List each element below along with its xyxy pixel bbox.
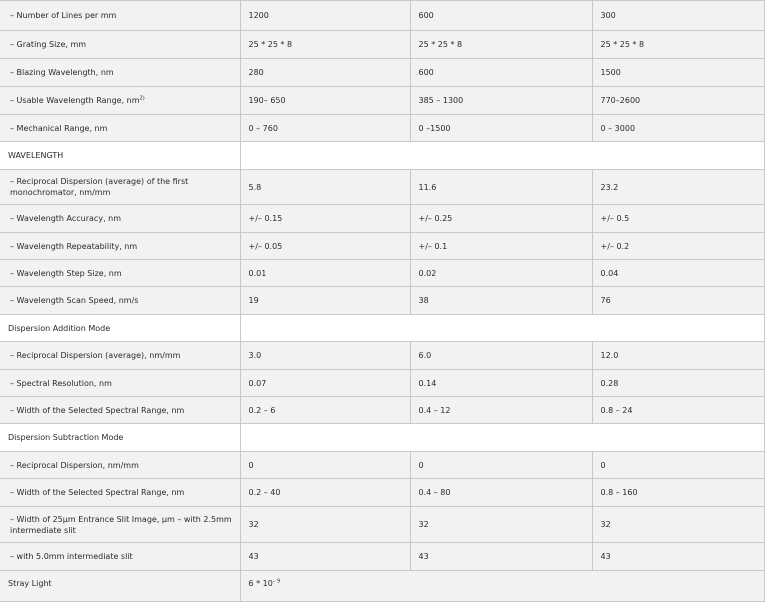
table-row	[0, 370, 764, 397]
parameter-label: – Width of 25µm Entrance Slit Image, µm – with 2.5mm intermediate slit	[0, 507, 240, 543]
value-cell: 0.01	[240, 260, 410, 287]
table-row	[0, 507, 764, 543]
value-cell: 0 – 760	[240, 115, 410, 142]
table-row	[0, 115, 764, 142]
table-row	[0, 1, 764, 31]
value-cell: 0	[410, 452, 592, 479]
value-cell: 5.8	[240, 170, 410, 205]
section-heading: WAVELENGTH	[0, 142, 240, 170]
stray-light-value: 6 * 10	[248, 579, 273, 588]
parameter-label: – Wavelength Scan Speed, nm/s	[0, 287, 240, 315]
value-cell: +/– 0.1	[410, 233, 592, 260]
value-cell	[240, 571, 764, 602]
section-row	[0, 424, 764, 452]
section-row	[0, 142, 764, 170]
table-row	[0, 287, 764, 315]
parameter-label: – Width of the Selected Spectral Range, nm	[0, 479, 240, 507]
parameter-label: Stray Light	[0, 571, 240, 602]
table-row	[0, 479, 764, 507]
section-empty-cell	[240, 315, 764, 342]
value-cell: +/– 0.2	[592, 233, 764, 260]
value-cell: 6.0	[410, 342, 592, 370]
value-cell: 0.4 – 12	[410, 397, 592, 424]
value-cell: 0	[240, 452, 410, 479]
table-row	[0, 170, 764, 205]
value-cell: +/– 0.25	[410, 205, 592, 233]
value-cell: 38	[410, 287, 592, 315]
value-cell: 0 –1500	[410, 115, 592, 142]
value-cell: 0.04	[592, 260, 764, 287]
value-cell: 0.07	[240, 370, 410, 397]
value-cell: 43	[240, 543, 410, 571]
value-cell: 76	[592, 287, 764, 315]
table-row	[0, 452, 764, 479]
value-cell: 12.0	[592, 342, 764, 370]
parameter-label: – Wavelength Repeatability, nm	[0, 233, 240, 260]
value-cell: 0.28	[592, 370, 764, 397]
stray-light-exponent: – 9	[272, 578, 281, 585]
value-cell: 385 – 1300	[410, 87, 592, 115]
value-cell: 0	[592, 452, 764, 479]
section-row	[0, 315, 764, 342]
parameter-label: – Blazing Wavelength, nm	[0, 59, 240, 87]
value-cell: 280	[240, 59, 410, 87]
parameter-label: – with 5.0mm intermediate slit	[0, 543, 240, 571]
table-row	[0, 59, 764, 87]
value-cell: 600	[410, 59, 592, 87]
value-cell: 43	[592, 543, 764, 571]
value-cell: 1200	[240, 1, 410, 31]
value-cell: 190– 650	[240, 87, 410, 115]
value-cell: 300	[592, 1, 764, 31]
value-cell: 0.4 – 80	[410, 479, 592, 507]
section-empty-cell	[240, 142, 764, 170]
value-cell: 11.6	[410, 170, 592, 205]
footnote-marker: 2)	[139, 95, 145, 102]
value-cell: 0.8 – 160	[592, 479, 764, 507]
parameter-label: – Reciprocal Dispersion (average), nm/mm	[0, 342, 240, 370]
value-cell: +/– 0.5	[592, 205, 764, 233]
value-cell: 32	[592, 507, 764, 543]
value-cell: 0.02	[410, 260, 592, 287]
parameter-label: – Reciprocal Dispersion (average) of the first monochromator, nm/mm	[0, 170, 240, 205]
table-row-stray-light	[0, 571, 764, 602]
value-cell: 600	[410, 1, 592, 31]
parameter-label: – Width of the Selected Spectral Range, nm	[0, 397, 240, 424]
section-heading: Dispersion Addition Mode	[0, 315, 240, 342]
table-row	[0, 205, 764, 233]
table-row	[0, 260, 764, 287]
value-cell: 770–2600	[592, 87, 764, 115]
value-cell: 3.0	[240, 342, 410, 370]
value-cell: 0 – 3000	[592, 115, 764, 142]
value-cell: 1500	[592, 59, 764, 87]
value-cell: 32	[240, 507, 410, 543]
parameter-label: – Mechanical Range, nm	[0, 115, 240, 142]
table-row	[0, 233, 764, 260]
value-cell: 0.8 – 24	[592, 397, 764, 424]
value-cell: 43	[410, 543, 592, 571]
parameter-label: – Reciprocal Dispersion, nm/mm	[0, 452, 240, 479]
parameter-label: – Spectral Resolution, nm	[0, 370, 240, 397]
value-cell: 0.14	[410, 370, 592, 397]
table-row	[0, 397, 764, 424]
value-cell: 25 * 25 * 8	[240, 31, 410, 59]
section-heading: Dispersion Subtraction Mode	[0, 424, 240, 452]
parameter-label: – Wavelength Step Size, nm	[0, 260, 240, 287]
value-cell: 25 * 25 * 8	[592, 31, 764, 59]
parameter-label: – Usable Wavelength Range, $nm^{2)}$	[0, 87, 240, 115]
value-cell: 19	[240, 287, 410, 315]
section-empty-cell	[240, 424, 764, 452]
table-row	[0, 87, 764, 115]
value-cell: +/– 0.05	[240, 233, 410, 260]
parameter-label: – Wavelength Accuracy, nm	[0, 205, 240, 233]
value-cell: 0.2 – 40	[240, 479, 410, 507]
parameter-label: – Number of Lines per mm	[0, 1, 240, 31]
table-row	[0, 543, 764, 571]
parameter-label: – Grating Size, mm	[0, 31, 240, 59]
value-cell: 25 * 25 * 8	[410, 31, 592, 59]
value-cell: 23.2	[592, 170, 764, 205]
value-cell: 0.2 – 6	[240, 397, 410, 424]
value-cell: +/– 0.15	[240, 205, 410, 233]
table-row	[0, 31, 764, 59]
table-row	[0, 342, 764, 370]
value-cell: 32	[410, 507, 592, 543]
